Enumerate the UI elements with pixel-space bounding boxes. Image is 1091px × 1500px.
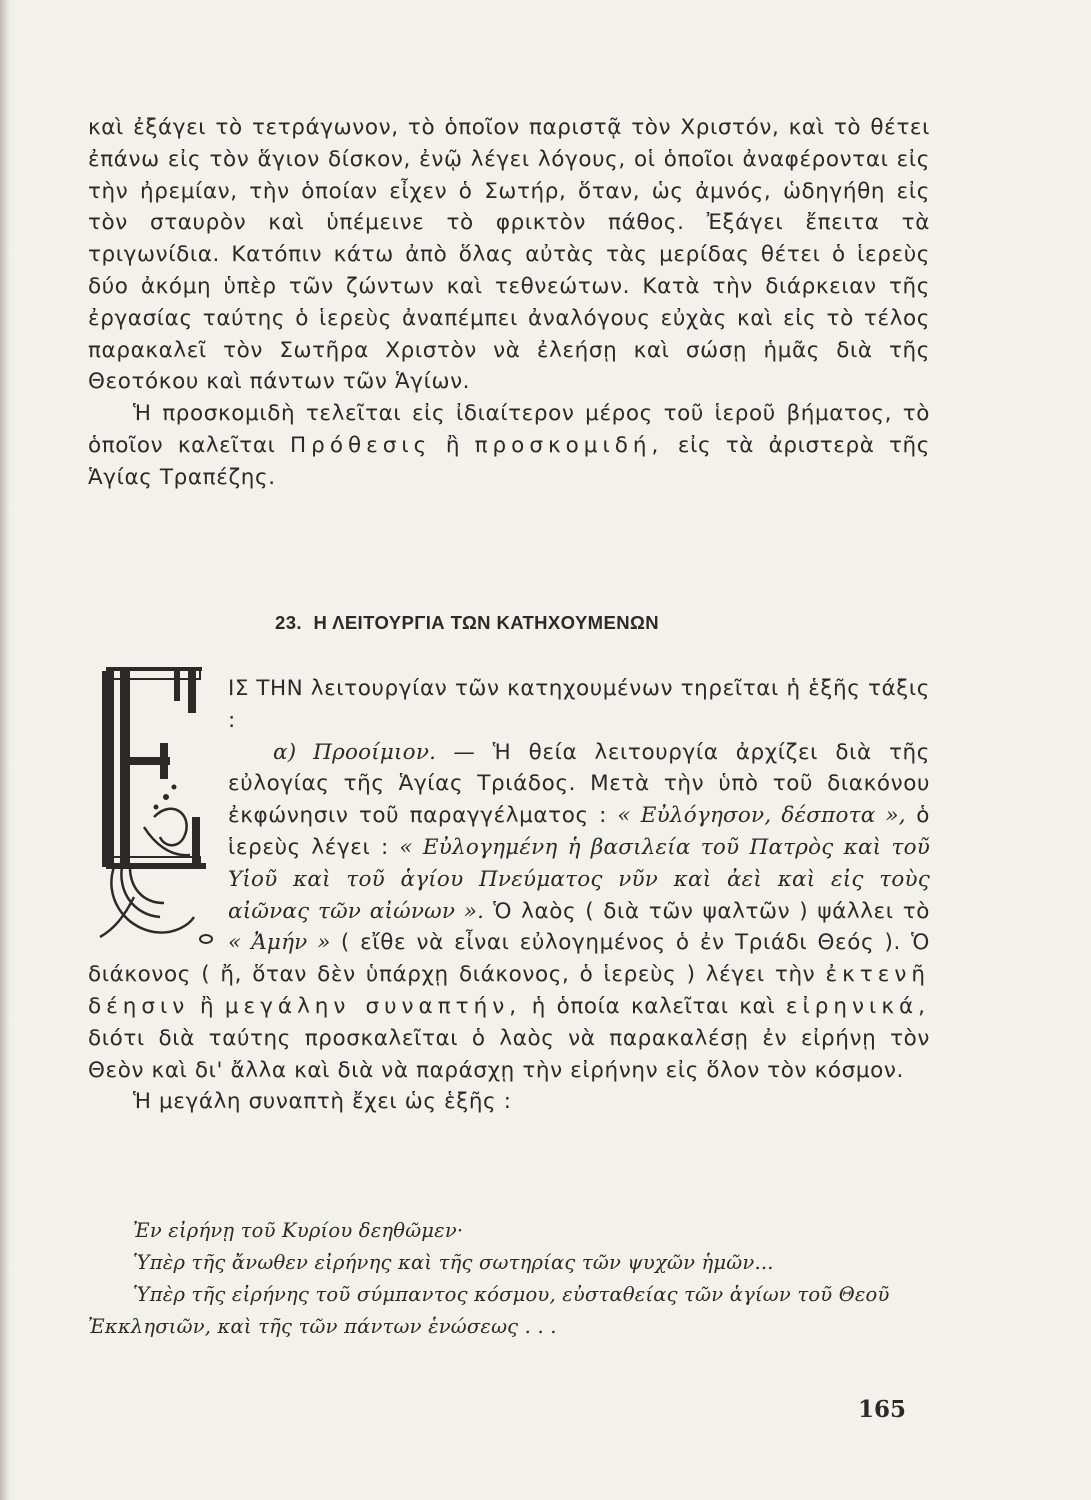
p2-italic-amen: « Ἀμήν » [228,930,331,956]
top-text-block [88,112,930,494]
term-prothesis: Πρόθεσις [290,432,432,458]
term-proskomidi: προσκομιδή, [474,432,664,458]
term-megali-synapti: μεγάλην συναπτήν, [224,993,522,1019]
p2-g: διότι διὰ ταύτης προσκαλεῖται ὁ λαὸς νὰ παρακαλέσῃ ἐν εἰρήνῃ τὸν Θεὸν καὶ δι' ἄλλα καὶ διὰ νὰ παράσχῃ τὴν εἰρήνην εἰς ὅλον τὸν κόσμον. [88,1025,930,1083]
page-number: 165 [858,1396,907,1423]
prooimion-label: α) Προοίμιον. [273,739,437,765]
p2-f: ἡ ὁποία καλεῖται καὶ [531,993,776,1019]
paragraph-2-end: εἰς τὰ ἀριστερὰ τῆς Ἁγίας Τραπέζης. [88,432,930,490]
first-words-caps: ΙΣ ΤΗΝ [228,676,304,701]
section-body [88,673,930,1118]
paragraph-2 [88,398,930,493]
p2-e: ἢ [199,993,215,1019]
page-edge-shadow [0,0,10,1500]
p2-italic-2: « Εὐλογημένη ἡ βασιλεία τοῦ Πατρὸς καὶ τοῦ Υἱοῦ καὶ τοῦ ἁγίου Πνεύματος νῦν καὶ ἀεὶ καὶ εἰς τοὺς αἰῶνας τῶν αἰώνων ». [228,834,930,924]
section-title: Η ΛΕΙΤΟΥΡΓΙΑ ΤΩΝ ΚΑΤΗΧΟΥΜΕΝΩΝ [313,612,659,633]
section-paragraph-3: Ἡ μεγάλη συναπτὴ ἔχει ὡς ἑξῆς : [133,1089,512,1115]
p2-d: ( εἴθε νὰ εἶναι εὐλογημένος ὁ ἐν Τριάδι Θεός ). Ὁ διάκονος ( ἤ, ὅταν δὲν ὑπάρχῃ διάκονος, ὁ ἱερεὺς ) λέγει τὴν [88,930,930,988]
p2-b: ὁ ἱερεὺς λέγει : [228,803,931,860]
term-eirinika: εἰρηνικά, [785,993,930,1019]
dropcap-epsilon-ornament [94,667,216,947]
term-ektenis: ἐκτενῆ δέησιν [88,962,931,1019]
litany-line-2: Ὑπὲρ τῆς ἄνωθεν εἰρήνης καὶ τῆς σωτηρίας τῶν ψυχῶν ἡμῶν... [133,1251,774,1274]
litany-line-1: Ἐν εἰρήνῃ τοῦ Κυρίου δεηθῶμεν· [133,1219,464,1242]
p2-c: Ὁ λαὸς ( διὰ τῶν ψαλτῶν ) ψάλλει τὸ [493,898,931,924]
litany-text [88,1215,930,1343]
section-number: 23. [275,612,302,633]
section-paragraph-1-rest: λειτουργίαν τῶν κατηχουμένων τηρεῖται ἡ ἑξῆς τάξις : [228,676,930,733]
paragraph-2-start: Ἡ προσκομιδὴ τελεῖται εἰς ἰδιαίτερον μέρος τοῦ ἱεροῦ βήματος, τὸ ὁποῖον καλεῖται [88,401,930,458]
paragraph-2-or: ἢ [445,432,461,458]
section-heading [275,612,659,634]
p2-italic-1: « Εὐλόγησον, δέσποτα », [617,803,906,829]
p2-a: — Ἡ θεία λειτουργία ἀρχίζει διὰ τῆς εὐλογίας τῆς Ἁγίας Τριάδος. Μετὰ τὴν ὑπὸ τοῦ διακόνου ἐκφώνησιν τοῦ παραγγέλματος : [228,739,930,829]
dropcap-letter: Ε [144,719,152,730]
paragraph-1: καὶ ἐξάγει τὸ τετράγωνον, τὸ ὁποῖον παριστᾷ τὸν Χριστόν, καὶ τὸ θέτει ἐπάνω εἰς τὸν ἅγιον δίσκον, ἐνῷ λέγει λόγους, οἱ ὁποῖοι ἀναφέρονται εἰς τὴν ἠρεμίαν, τὴν ὁποίαν εἶχεν ὁ Σωτήρ, ὅταν, ὡς ἀμνός, ὡδηγήθη εἰς τὸν σταυρὸν καὶ ὑπέμεινε τὸ φρικτὸν πάθος. Ἐξάγει ἔπειτα τὰ τριγωνίδια. Κατόπιν κάτω ἀπὸ ὅλας αὐτὰς τὰς μερίδας θέτει ὁ ἱερεὺς δύο ἀκόμη ὑπὲρ τῶν ζώντων καὶ τεθνεώτων. Κατὰ τὴν διάρκειαν τῆς ἐργασίας ταύτης ὁ ἱερεὺς ἀναπέμπει ἀναλόγους εὐχὰς καὶ εἰς τὸ τέλος παρακαλεῖ τὸν Σωτῆρα Χριστὸν νὰ ἐλεήσῃ καὶ σώσῃ ἡμᾶς διὰ τῆς Θεοτόκου καὶ πάντων τῶν Ἁγίων. [88,115,930,395]
litany-line-3: Ὑπὲρ τῆς εἰρήνης τοῦ σύμπαντος κόσμου, εὐσταθείας τῶν ἁγίων τοῦ Θεοῦ Ἐκκλησιῶν, καὶ τῆς τῶν πάντων ἑνώσεως . . . [88,1283,890,1338]
